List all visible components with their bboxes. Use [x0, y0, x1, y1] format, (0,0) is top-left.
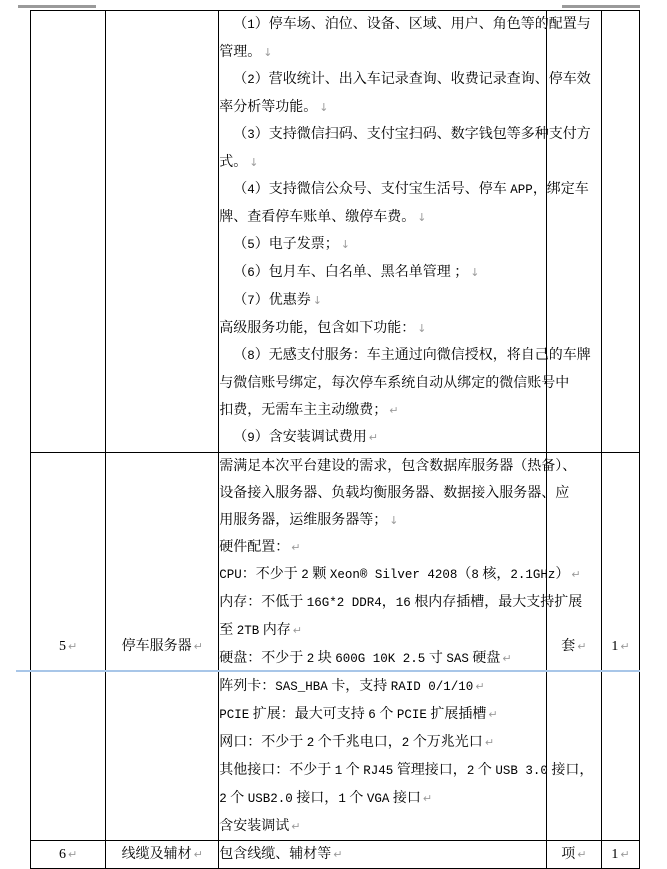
- description-line: （9）含安装调试费用 ↵: [233, 430, 379, 445]
- item-name: 停车服务器: [121, 639, 192, 654]
- description-line: CPU：不少于 2 颗 Xeon® Silver 4208（8 核，2.1GHz） ↵: [219, 567, 581, 582]
- description-line: 至 2TB 内存 ↵: [219, 623, 303, 638]
- paragraph-mark: ↵: [193, 848, 203, 861]
- description-line: 其他接口：不少于 1 个 RJ45 管理接口，2 个 USB 3.0 接口，: [219, 763, 594, 778]
- line-break-mark: ↓: [312, 294, 323, 307]
- description-line: 管理。 ↓: [219, 45, 273, 60]
- description-line: 需满足本次平台建设的需求，包含数据库服务器（热备）、: [219, 459, 577, 474]
- document-body: [30, 10, 640, 869]
- description-line: 含安装调试 ↵: [219, 819, 301, 834]
- item-name-cell: [106, 453, 219, 841]
- quantity-cell: [601, 11, 639, 453]
- row-number: 6: [58, 847, 66, 862]
- paragraph-mark: ↵: [620, 848, 630, 861]
- unit-value: 套: [561, 639, 576, 654]
- line-break-mark: ↵: [488, 708, 498, 721]
- table-row: [31, 11, 640, 453]
- paragraph-mark: ↵: [193, 640, 203, 653]
- page-break-marker-left: [18, 5, 96, 8]
- paragraph-mark: ↵: [620, 640, 630, 653]
- line-break-mark: ↓: [249, 156, 259, 169]
- line-break-mark: ↵: [291, 820, 301, 833]
- item-description-cell: [219, 841, 547, 869]
- row-number-cell: [31, 841, 106, 869]
- page-bottom-rule: [16, 670, 640, 672]
- line-break-mark: ↵: [389, 404, 399, 417]
- row-number: 5: [58, 639, 66, 654]
- description-line: 高级服务功能，包含如下功能： ↓: [219, 321, 427, 336]
- unit-cell: [546, 453, 601, 841]
- description-line: （1）停车场、泊位、设备、区域、用户、角色等的配置与: [233, 17, 591, 32]
- row-number-cell: [31, 453, 106, 841]
- quantity-cell: [601, 841, 639, 869]
- line-break-mark: ↓: [319, 101, 329, 114]
- table-row: [31, 453, 640, 841]
- description-line: 阵列卡：SAS_HBA 卡，支持 RAID 0/1/10 ↵: [219, 679, 485, 694]
- line-break-mark: ↵: [368, 431, 379, 444]
- item-name: 线缆及辅材: [121, 847, 192, 862]
- description-line: 与微信账号绑定，每次停车系统自动从绑定的微信账号中: [219, 376, 570, 391]
- line-break-mark: ↵: [292, 624, 303, 637]
- table-body: [31, 11, 640, 869]
- page-break-marker-right: [562, 5, 640, 8]
- description-line: 网口：不少于 2 个千兆电口，2 个万兆光口 ↵: [219, 735, 495, 750]
- description-lines: [219, 11, 591, 452]
- description-line: （8）无感支付服务：车主通过向微信授权，将自己的车牌: [233, 348, 591, 363]
- item-description-cell: [219, 11, 591, 453]
- line-break-mark: ↓: [389, 514, 399, 527]
- description-lines: [219, 453, 594, 840]
- description-line: 扣费，无需车主主动缴费； ↵: [219, 403, 399, 418]
- description-line: 牌、查看停车账单、缴停车费。 ↓: [219, 210, 427, 225]
- line-break-mark: ↓: [340, 238, 351, 251]
- item-name-cell: [106, 11, 219, 453]
- quantity-cell: [601, 453, 639, 841]
- description-line: 2 个 USB2.0 接口，1 个 VGA 接口 ↵: [219, 791, 433, 806]
- description-line: （4）支持微信公众号、支付宝生活号、停车 APP，绑定车: [233, 182, 589, 197]
- description-line: PCIE 扩展：最大可支持 6 个 PCIE 扩展插槽 ↵: [219, 707, 498, 722]
- line-break-mark: ↓: [417, 211, 427, 224]
- line-break-mark: ↵: [475, 680, 485, 693]
- description-line: 率分析等功能。 ↓: [219, 100, 329, 115]
- description-line: 硬件配置： ↵: [219, 540, 301, 555]
- description-line: 用服务器，运维服务器等； ↓: [219, 513, 399, 528]
- line-break-mark: ↓: [263, 46, 273, 59]
- line-break-mark: ↵: [571, 568, 581, 581]
- description-line: 式。 ↓: [219, 155, 259, 170]
- paragraph-mark: ↵: [67, 848, 78, 861]
- item-name-cell: [106, 841, 219, 869]
- paragraph-mark: ↵: [577, 848, 587, 861]
- description-line: 包含线缆、辅材等 ↵: [219, 847, 343, 862]
- description-line: （5）电子发票； ↓: [233, 237, 351, 252]
- paragraph-mark: ↵: [577, 640, 587, 653]
- unit-cell: [546, 841, 601, 869]
- paragraph-mark: ↵: [67, 640, 78, 653]
- description-lines: [219, 841, 546, 868]
- line-break-mark: ↵: [502, 652, 512, 665]
- description-line: （3）支持微信扫码、支付宝扫码、数字钱包等多种支付方: [233, 127, 591, 142]
- line-break-mark: ↵: [333, 848, 343, 861]
- quantity-value: 1: [611, 847, 619, 862]
- line-break-mark: ↵: [291, 541, 301, 554]
- table-row: [31, 841, 640, 869]
- row-number-cell: [31, 11, 106, 453]
- quantity-value: 1: [611, 639, 619, 654]
- item-description-cell: [219, 453, 594, 841]
- unit-value: 项: [561, 847, 576, 862]
- description-line: （2）营收统计、出入车记录查询、收费记录查询、停车效: [233, 72, 591, 87]
- line-break-mark: ↵: [484, 736, 495, 749]
- description-line: 设备接入服务器、负载均衡服务器、数据接入服务器、应: [219, 486, 570, 501]
- description-line: （6）包月车、白名单、黑名单管理 ； ↓: [233, 265, 480, 280]
- specification-table: [30, 10, 640, 869]
- line-break-mark: ↓: [417, 322, 427, 335]
- description-line: 内存：不低于 16G*2 DDR4，16 根内存插槽，最大支持扩展: [219, 595, 583, 610]
- description-line: 硬盘：不少于 2 块 600G 10K 2.5 寸 SAS 硬盘 ↵: [219, 651, 512, 666]
- line-break-mark: ↵: [422, 792, 433, 805]
- line-break-mark: ↓: [470, 266, 480, 279]
- description-line: （7）优惠券 ↓: [233, 293, 323, 308]
